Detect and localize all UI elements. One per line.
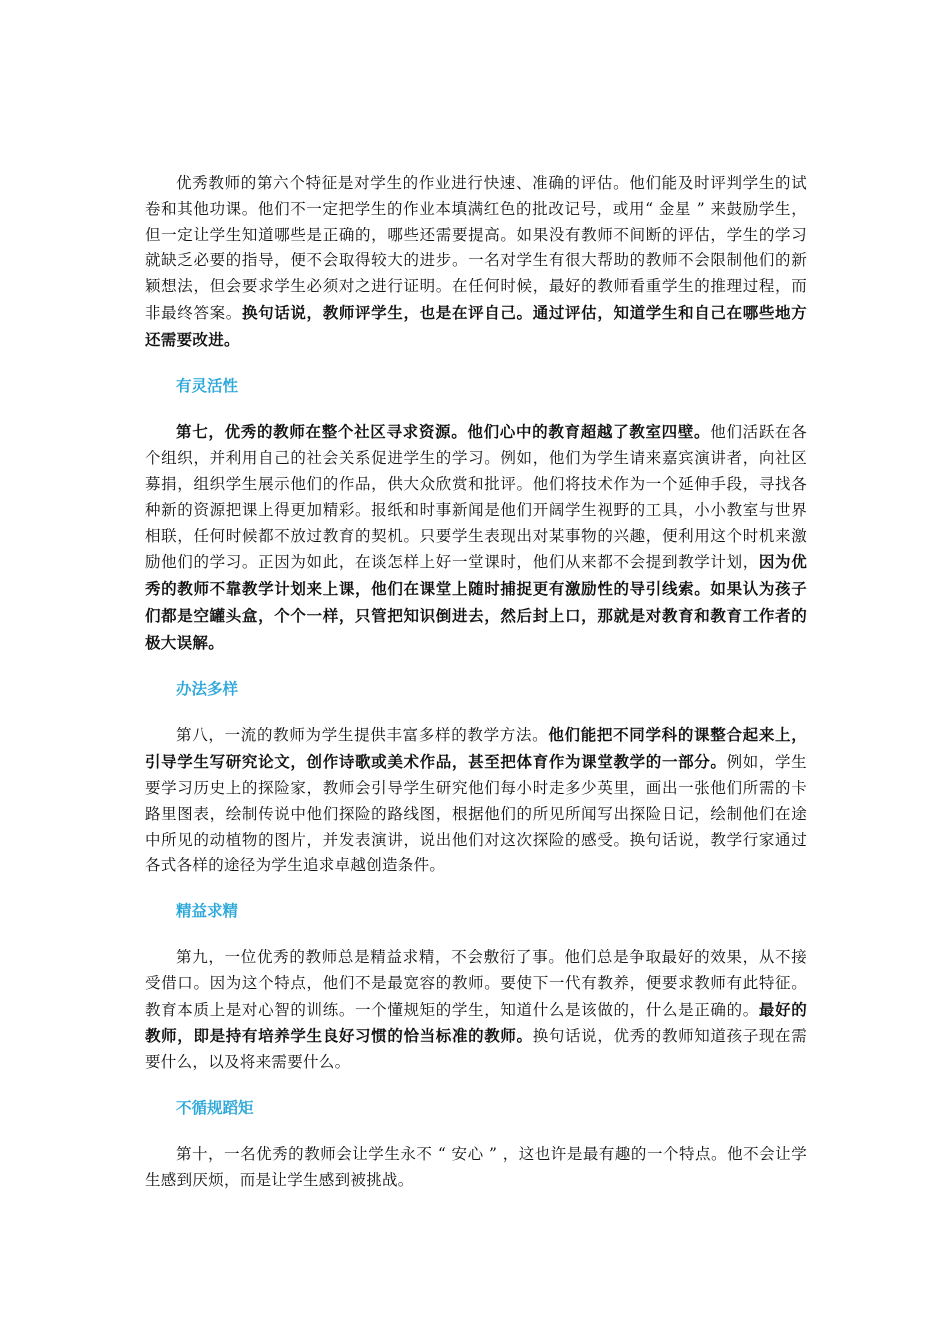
paragraph-7 [145,419,807,656]
paragraph-6-text-a: 优秀教师的第六个特征是对学生的作业进行快速、准确的评估。他们能及时评判学生的试卷和其他功课。他们不一定把学生的作业本填满红色的批改记号，或用“ 金星 ” 来鼓励学生，但一定让学生知道哪些是正确的，哪些还需要提高。如果没有教师不间断的评估，学生的学习就缺乏必要的指导，便不会取得较大的进步。一名对学生有很大帮助的教师不会限制他们的新颖想法，但会要求学生必须对之进行证明。在任何时候，最好的教师看重学生的推理过程，而非最终答案。 [145,174,807,322]
paragraph-10 [145,1142,807,1194]
heading-excellence: 精益求精 [176,902,239,921]
paragraph-10-text-a: 第十，一名优秀的教师会让学生永不 “ 安心 ” ，这也许是最有趣的一个特点。他不会让学生感到厌烦，而是让学生感到被挑战。 [145,1144,807,1189]
heading-various-methods: 办法多样 [176,679,239,698]
paragraph-6 [145,171,807,354]
paragraph-8-text-a: 第八，一流的教师为学生提供丰富多样的教学方法。 [176,726,549,745]
paragraph-9-text-a: 第九，一位优秀的教师总是精益求精，不会敷衍了事。他们总是争取最好的效果，从不接受借口。因为这个特点，他们不是最宽容的教师。要使下一代有教养，便要求教师有此特征。教育本质上是对心智的训练。一个懂规矩的学生，知道什么是该做的，什么是正确的。 [145,947,807,1019]
paragraph-6-bold-a: 换句话说，教师评学生，也是在评自己。通过评估，知道学生和自己在哪些地方还需要改进。 [145,302,807,349]
heading-unconventional: 不循规蹈矩 [176,1098,254,1117]
paragraph-9-text-b: 换句话说，优秀的教师知道孩子现在需要什么，以及将来需要什么。 [145,1027,807,1072]
paragraph-8-bold-a: 他们能把不同学科的课整合起来上，引导学生写研究论文，创作诗歌或美术作品，甚至把体育作为课堂教学的一部分。 [145,725,807,772]
paragraph-7-bold-a: 第七，优秀的教师在整个社区寻求资源。他们心中的教育超越了教室四壁。 [176,422,711,442]
paragraph-9-bold-a: 最好的教师，即是持有培养学生良好习惯的恰当标准的教师。 [145,999,808,1046]
paragraph-9 [145,945,807,1076]
paragraph-8-text-b: 例如，学生要学习历史上的探险家，教师会引导学生研究他们每小时走多少英里，画出一张他们所需的卡路里图表，绘制传说中他们探险的路线图，根据他们的所见所闻写出探险日记，绘制他们在途中所见的动植物的图片，并发表演讲，说出他们对这次探险的感受。换句话说，教学行家通过各式各样的途径为学生追求卓越创造条件。 [145,753,807,875]
document-page [145,171,807,1193]
paragraph-7-text-a: 他们活跃在各个组织，并利用自己的社会关系促进学生的学习。例如，他们为学生请来嘉宾演讲者，向社区募捐，组织学生展示他们的作品，供大众欣赏和批评。他们将技术作为一个延伸手段，寻找各种新的资源把课上得更加精彩。报纸和时事新闻是他们开阔学生视野的工具，小小教室与世界相联，任何时候都不放过教育的契机。只要学生表现出对某事物的兴趣，便利用这个时机来激励他们的学习。正因为如此，在谈怎样上好一堂课时，他们从来都不会提到教学计划， [145,423,807,572]
heading-flexibility: 有灵活性 [176,376,239,395]
paragraph-8 [145,722,807,879]
paragraph-7-bold-b: 因为优秀的教师不靠教学计划来上课，他们在课堂上随时捕捉更有激励性的导引线索。如果认为孩子们都是空罐头盒，个个一样，只管把知识倒进去，然后封上口，那就是对教育和教育工作者的极大误解。 [145,552,808,652]
